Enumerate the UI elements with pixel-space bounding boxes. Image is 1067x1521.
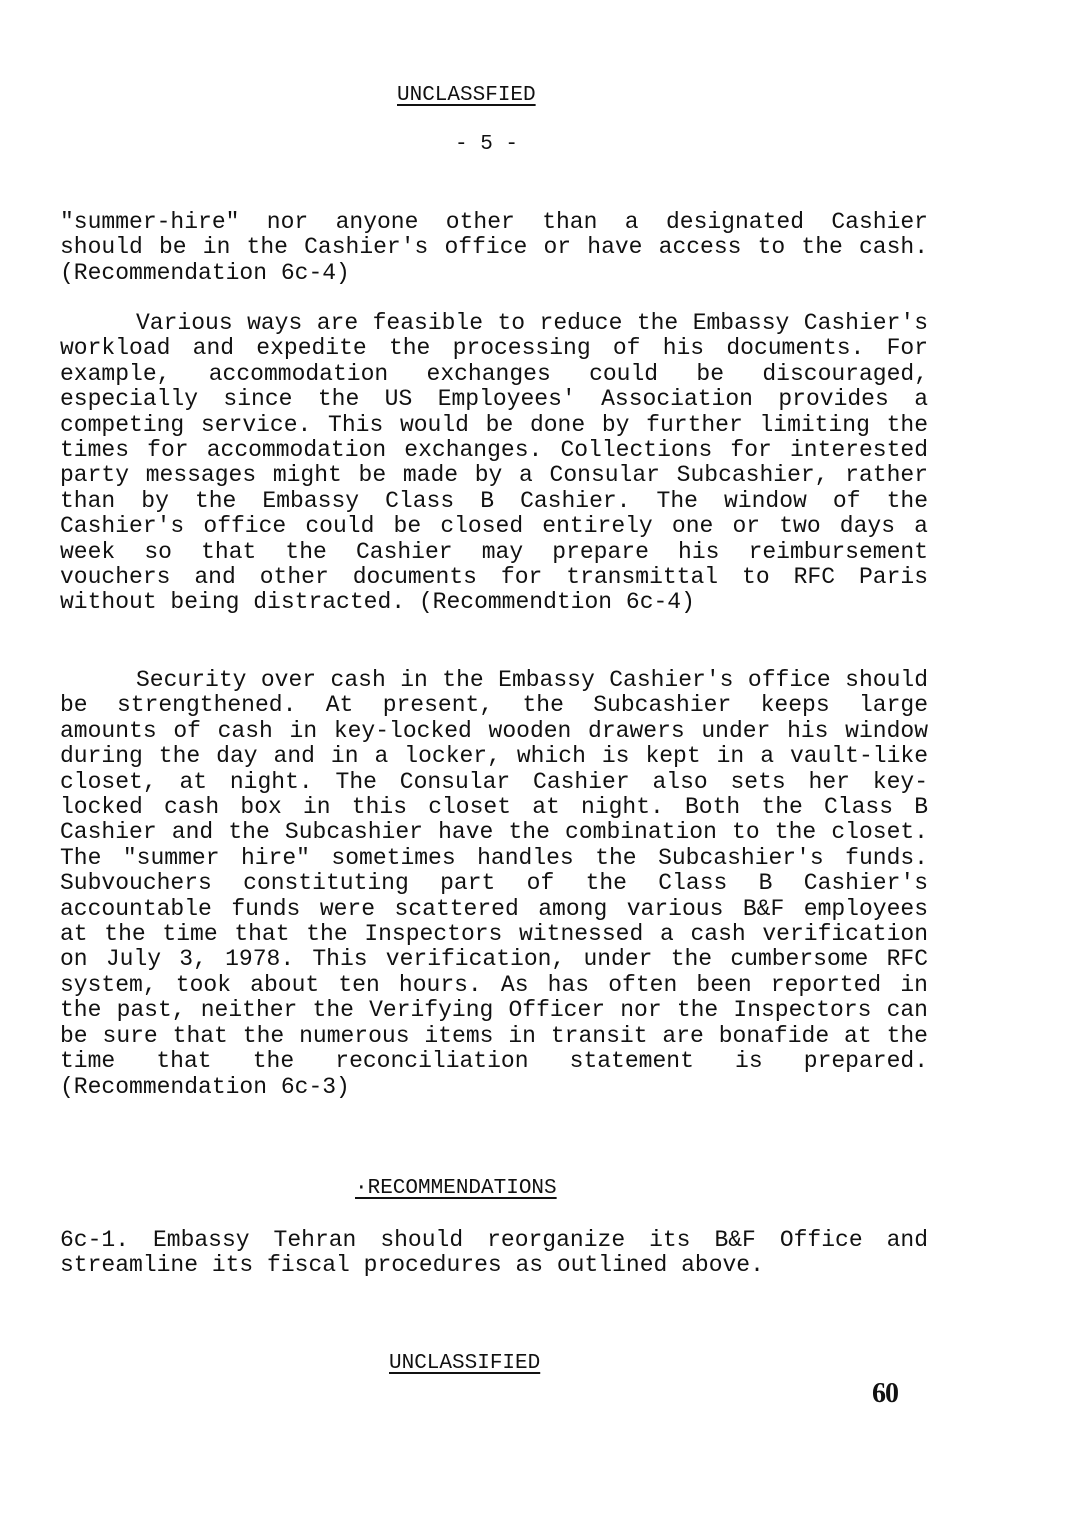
paragraph-continuation: "summer-hire" nor anyone other than a designated Cashier should be in the Cashier's office or have access to the cash. (Recommendation 6c-4) [60,209,928,286]
paragraph-cashier-workload: Various ways are feasible to reduce the Embassy Cashier's workload and expedite the processing of his documents. For example, accommodation exchanges could be discouraged, especially since the US Employees' Association provides a competing service. This would be done by further limiting the times for accommodation exchanges. Collections for interested party messages might be made by a Consular Subcashier, rather than by the Embassy Class B Cashier. The window of the Cashier's office could be closed entirely one or two days a week so that the Cashier may prepare his reimbursement vouchers and other documents for transmittal to RFC Paris without being distracted. (Recommendtion 6c-4) [60,310,928,616]
page-number: - 5 - [455,133,519,156]
recommendations-heading: ·RECOMMENDATIONS [355,1177,557,1200]
recommendation-item: 6c-1. Embassy Tehran should reorganize its B&F Office and streamline its fiscal procedures as outlined above. [60,1227,928,1279]
classification-footer: UNCLASSIFIED [389,1352,541,1375]
archive-page-number: 60 [872,1378,898,1409]
paragraph-cash-security: Security over cash in the Embassy Cashier's office should be strengthened. At present, the Subcashier keeps large amounts of cash in key-locked wooden drawers under his window during the day and in a locker, which is kept in a vault-like closet, at night. The Consular Cashier also sets her key-locked cash box in this closet at night. Both the Class B Cashier and the Subcashier have the combination to the closet. The "summer hire" sometimes handles the Subcashier's funds. Subvouchers constituting part of the Class B Cashier's accountable funds were scattered among various B&F employees at the time that the Inspectors witnessed a cash verification on July 3, 1978. This verification, under the cumbersome RFC system, took about ten hours. As has often been reported in the past, neither the Verifying Officer nor the Inspectors can be sure that the numerous items in transit are bonafide at the time that the reconciliation statement is prepared. (Recommendation 6c-3) [60,667,928,1100]
classification-header: UNCLASSFIED [397,84,536,107]
